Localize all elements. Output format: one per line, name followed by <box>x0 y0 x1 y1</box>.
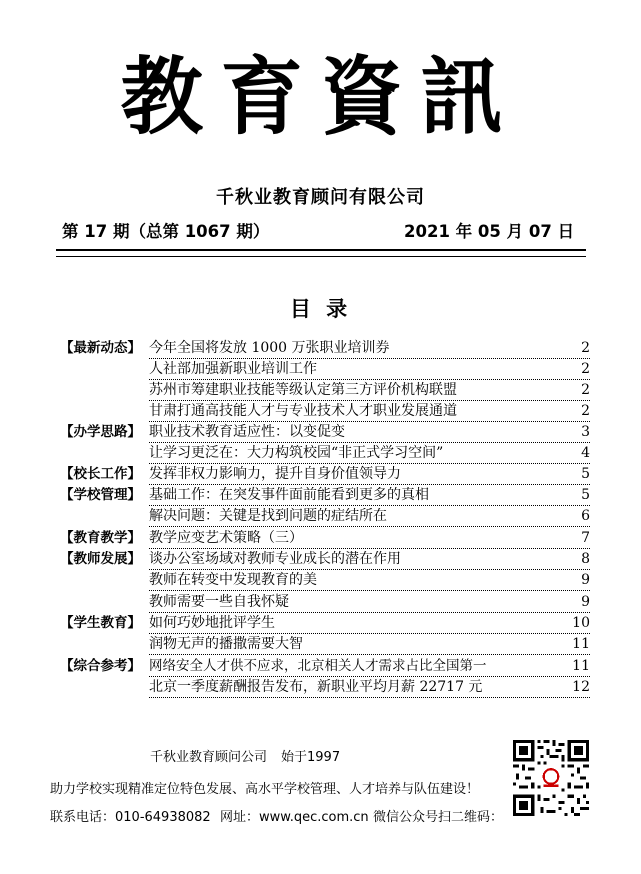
toc-row[interactable] <box>60 570 590 592</box>
toc-row[interactable] <box>60 443 590 465</box>
toc-page-number: 12 <box>572 679 590 695</box>
toc-row[interactable] <box>60 613 590 635</box>
issue-number: 第 17 期（总第 1067 期） <box>62 222 270 241</box>
toc-row[interactable] <box>60 656 590 678</box>
footer-wechat: 微信公众号扫二维码： <box>373 810 504 825</box>
header-divider-thick <box>56 249 586 251</box>
toc-entry-title[interactable]: 甘肃打通高技能人才与专业技术人才职业发展通道 <box>149 401 460 421</box>
toc-leader <box>149 464 590 485</box>
toc-category: 【办学思路】 <box>60 424 141 440</box>
toc-category: 【最新动态】 <box>60 340 141 356</box>
toc-category: 【学生教育】 <box>60 615 141 631</box>
toc-row[interactable] <box>60 528 590 550</box>
toc-category: 【教育教学】 <box>60 530 141 546</box>
toc-entry-title[interactable]: 解决问题：关键是找到问题的症结所在 <box>149 506 390 526</box>
footer-phone: 联系电话：010-64938082 <box>50 810 211 825</box>
toc-leader <box>149 338 590 359</box>
toc-page-number: 11 <box>572 636 590 652</box>
toc-page-number: 2 <box>581 403 590 419</box>
toc-row[interactable] <box>60 549 590 571</box>
footer-since: 始于1997 <box>281 750 341 765</box>
toc-leader <box>149 359 590 380</box>
toc-row[interactable] <box>60 677 590 699</box>
toc-category: 【教师发展】 <box>60 551 141 567</box>
qr-code-icon[interactable] <box>513 740 589 816</box>
footer-website[interactable]: 网址：www.qec.com.cn <box>220 810 369 825</box>
toc-page-number: 5 <box>581 466 590 482</box>
toc-page-number: 4 <box>581 445 590 461</box>
toc-page-number: 3 <box>581 424 590 440</box>
toc-page-number: 6 <box>581 508 590 524</box>
toc-page-number: 11 <box>572 658 590 674</box>
toc-leader <box>149 613 590 634</box>
toc-leader <box>149 528 590 549</box>
toc-entry-title[interactable]: 教学应变艺术策略（三） <box>149 528 306 548</box>
toc-row[interactable] <box>60 401 590 423</box>
toc-entry-title[interactable]: 谈办公室场域对教师专业成长的潜在作用 <box>149 549 404 569</box>
toc-entry-title[interactable]: 如何巧妙地批评学生 <box>149 613 278 633</box>
toc-category: 【综合参考】 <box>60 658 141 674</box>
toc-leader <box>149 592 590 613</box>
footer-slogan: 助力学校实现精准定位特色发展、高水平学校管理、人才培养与队伍建设！ <box>50 782 480 797</box>
toc-page-number: 2 <box>581 361 590 377</box>
toc-leader <box>149 401 590 422</box>
toc-row[interactable] <box>60 338 590 360</box>
toc-page-number: 9 <box>581 594 590 610</box>
toc-entry-title[interactable]: 教师需要一些自我怀疑 <box>149 592 292 612</box>
toc-row[interactable] <box>60 592 590 614</box>
toc-row[interactable] <box>60 464 590 486</box>
toc-leader <box>149 549 590 570</box>
toc-row[interactable] <box>60 485 590 507</box>
toc-page-number: 5 <box>581 487 590 503</box>
toc-row[interactable] <box>60 634 590 656</box>
toc-row[interactable] <box>60 380 590 402</box>
toc-page-number: 2 <box>581 382 590 398</box>
toc-row[interactable] <box>60 506 590 528</box>
toc-entry-title[interactable]: 职业技术教育适应性：以变促变 <box>149 422 348 442</box>
toc-entry-title[interactable]: 发挥非权力影响力，提升自身价值领导力 <box>149 464 404 484</box>
toc-page-number: 9 <box>581 572 590 588</box>
toc-page-number: 2 <box>581 340 590 356</box>
toc-page-number: 10 <box>572 615 590 631</box>
masthead-title: 教育資訊 <box>120 47 521 146</box>
header-divider-thin <box>56 256 586 257</box>
toc-entry-title[interactable]: 人社部加强新职业培训工作 <box>149 359 320 379</box>
toc-leader <box>149 506 590 527</box>
footer-company: 千秋业教育顾问公司 <box>150 750 268 765</box>
company-name: 千秋业教育顾问有限公司 <box>216 187 425 208</box>
toc-category: 【校长工作】 <box>60 466 141 482</box>
toc-leader <box>149 443 590 464</box>
toc-entry-title[interactable]: 北京一季度薪酬报告发布，新职业平均月薪 22717 元 <box>149 677 485 697</box>
toc-title: 目 录 <box>289 297 352 321</box>
toc-leader <box>149 485 590 506</box>
toc-leader <box>149 380 590 401</box>
toc-entry-title[interactable]: 基础工作：在突发事件面前能看到更多的真相 <box>149 485 432 505</box>
toc-row[interactable] <box>60 359 590 381</box>
toc-leader <box>149 422 590 443</box>
toc-entry-title[interactable]: 让学习更泛在：大力构筑校园“非正式学习空间” <box>149 443 446 463</box>
toc-entry-title[interactable]: 苏州市筹建职业技能等级认定第三方评价机构联盟 <box>149 380 460 400</box>
toc-leader <box>149 677 590 698</box>
toc-leader <box>149 634 590 655</box>
toc-page-number: 7 <box>581 530 590 546</box>
toc-entry-title[interactable]: 网络安全人才供不应求，北京相关人才需求占比全国第一 <box>149 656 490 676</box>
footer-company-line <box>150 746 340 765</box>
toc-entry-title[interactable]: 润物无声的播撒需要大智 <box>149 634 306 654</box>
toc-entry-title[interactable]: 教师在转变中发现教育的美 <box>149 570 320 590</box>
toc-page-number: 8 <box>581 551 590 567</box>
toc-entry-title[interactable]: 今年全国将发放 1000 万张职业培训券 <box>149 338 393 358</box>
toc-leader <box>149 656 590 677</box>
toc-leader <box>149 570 590 591</box>
issue-date: 2021 年 05 月 07 日 <box>404 222 575 241</box>
toc-category: 【学校管理】 <box>60 487 141 503</box>
toc-row[interactable] <box>60 422 590 444</box>
